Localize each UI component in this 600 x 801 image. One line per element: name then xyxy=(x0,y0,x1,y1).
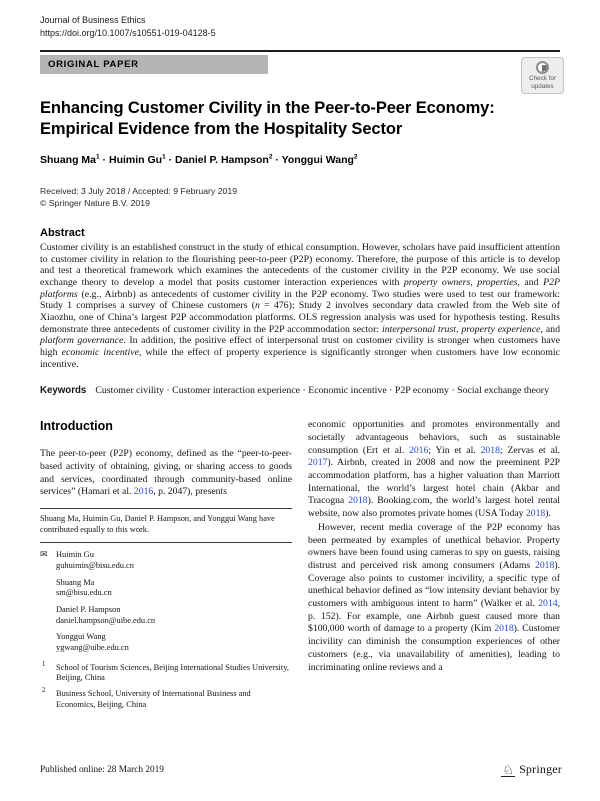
citation-link[interactable]: 2017 xyxy=(308,457,328,469)
body-paragraph: However, recent media coverage of the P2P economy has been permeated by examples of unethical behavior. Property owners have been found using cameras to spy on guests, raising distrust and perceived risk among consumers (Adams 2018). Coverage also points to customer incivility, a specific type of unethical behavior defined as “low intensity deviant behavior by customers with ambiguous intent to harm” (Walker et al. 2014, p. 152). For example, one Airbnb guest caused more than $100,000 worth of damage to a property (Kim 2018). Customer incivility can diminish the consumption experiences of other customers (e.g., via unavailability of amenities), leading to incriminating online reviews and a xyxy=(308,521,560,673)
correspondent-name: Huimin Gu xyxy=(56,550,94,560)
correspondence-entry xyxy=(40,578,292,599)
journal-name: Journal of Business Ethics xyxy=(40,15,146,25)
citation-link[interactable]: 2018 xyxy=(534,559,555,571)
envelope-icon: ✉ xyxy=(40,549,48,560)
published-online: Published online: 28 March 2019 xyxy=(40,764,164,775)
correspondence-block xyxy=(40,550,292,653)
right-column xyxy=(308,419,560,715)
received-accepted: Received: 3 July 2018 / Accepted: 9 February 2019 xyxy=(40,185,238,196)
correspondent-name: Daniel P. Hampson xyxy=(56,605,121,615)
email-link[interactable]: daniel.hampson@uibe.edu.cn xyxy=(56,615,156,625)
citation-link[interactable]: 2018 xyxy=(494,623,514,635)
citation-link[interactable]: 2018 xyxy=(480,444,500,456)
keywords-row xyxy=(40,385,560,398)
springer-wordmark: Springer xyxy=(519,762,562,776)
springer-horse-icon: ♘ xyxy=(502,762,515,777)
header-rule xyxy=(40,50,560,52)
affiliation-number: 1 xyxy=(42,660,46,668)
abstract-section xyxy=(40,227,560,371)
introduction-heading: Introduction xyxy=(40,419,113,434)
citation-link[interactable]: 2016 xyxy=(408,444,429,456)
page-footer xyxy=(40,762,562,777)
affiliation-text: School of Tourism Sciences, Beijing International Studies University, Beijing, China xyxy=(56,662,289,683)
check-for-updates-label: Check for updates xyxy=(529,75,556,90)
keywords-label: Keywords xyxy=(40,384,87,396)
left-column xyxy=(40,419,292,715)
bookmark-pin-icon xyxy=(542,65,548,73)
affiliation-entry xyxy=(40,689,292,710)
email-link[interactable]: ygwang@uibe.edu.cn xyxy=(56,643,129,653)
article-dates xyxy=(40,185,560,209)
body-paragraph: economic opportunities and promotes environmentally and societally advantageous behaviors, such as sustainable consumption (Ert et al. 2016; Yin et al. 2018; Zervas et al. 2017). Airbnb, created in 2008 and now the preeminent P2P accommodation platform, has a higher valuation than Marriott International, the world’s largest hotel chain (Akbar and Tracogna 2018). Booking.com, the world’s largest hotel rental website, now also promotes private homes (USA Today 2018). xyxy=(308,419,560,520)
affiliation-number: 2 xyxy=(42,687,46,695)
affiliations-block xyxy=(40,660,292,711)
crossmark-icon xyxy=(536,61,549,74)
email-link[interactable]: guhuimin@bisu.edu.cn xyxy=(56,561,134,570)
copyright-line: © Springer Nature B.V. 2019 xyxy=(40,197,150,208)
two-column-body xyxy=(40,419,560,715)
article-type-row xyxy=(40,55,560,74)
footnote-block xyxy=(40,508,292,710)
abstract-heading: Abstract xyxy=(40,226,85,239)
correspondent-name: Yonggui Wang xyxy=(56,632,106,642)
correspondent-name: Shuang Ma xyxy=(56,577,95,587)
citation-link[interactable]: 2018 xyxy=(525,508,546,520)
citation-link[interactable]: 2018 xyxy=(348,495,368,507)
equal-contribution-note: Shuang Ma, Huimin Gu, Daniel P. Hampson, and Yonggui Wang have contributed equally to this work. xyxy=(40,513,275,534)
correspondence-entry xyxy=(40,550,292,571)
citation-link[interactable]: 2016 xyxy=(133,486,154,498)
journal-header xyxy=(40,14,560,39)
check-for-updates-button[interactable] xyxy=(521,57,564,94)
springer-logo xyxy=(501,762,562,777)
doi-link[interactable]: https://doi.org/10.1007/s10551-019-04128-5 xyxy=(40,28,216,39)
article-type-badge: ORIGINAL PAPER xyxy=(40,55,268,74)
email-link[interactable]: sm@bisu.edu.cn xyxy=(56,588,112,598)
footnote-rule-bottom xyxy=(40,542,292,543)
footnote-rule-top xyxy=(40,508,292,509)
correspondence-entry xyxy=(40,605,292,626)
abstract-text: Customer civility is an established construct in the study of ethical consumption. However, scholars have paid insufficient attention to customer civility in relation to the flourishing peer-to-peer (P2P) economy. Therefore, the purpose of this article is to develop and test a theoretical framework which examines the antecedents of the customer civility in the P2P economy. We use social exchange theory to develop a model that posits customer interaction experiences with property owners, properties, and P2P platforms (e.g., Airbnb) as antecedents of customer civility in the P2P economy. Two studies were used to test our framework: Study 1 comprises a survey of Chinese customers (n = 476); Study 2 involves secondary data crawled from the Web site of Xiaozhu, one of China’s largest P2P accommodation platforms. OLS regression analysis was used for hypothesis testing. Results demonstrate three antecedents of customer civility in the P2P accommodation sector: interpersonal trust, property experience, and platform governance. In addition, the positive effect of interpersonal trust on customer civility is stronger when customers have high economic incentive, while the effect of property experience is significantly stronger when customers have low economic incentive. xyxy=(40,241,561,370)
introduction-paragraph: The peer-to-peer (P2P) economy, defined as the “peer-to-peer-based activity of obtaining, giving, or sharing access to goods and services, coordinated through community-based online services” (Hamari et al. 2016, p. 2047), presents xyxy=(40,448,292,498)
author-list: Shuang $Ma^1 \cdot Huimin$ $Gu^1$ · Daniel P. Hampson$^2$ · Yonggui Wang$^2$ xyxy=(40,153,358,166)
affiliation-text: Business School, University of International Business and Economics, Beijing, China xyxy=(56,689,251,709)
affiliation-entry xyxy=(40,660,292,684)
keywords-text: Customer civility · Customer interaction experience · Economic incentive · P2P economy · Social exchange theory xyxy=(95,384,549,396)
correspondence-entry xyxy=(40,632,292,653)
citation-link[interactable]: 2014 xyxy=(538,598,558,610)
article-title: Enhancing Customer Civility in the Peer-to-Peer Economy: Empirical Evidence from the Hospitality Sector xyxy=(40,99,495,139)
